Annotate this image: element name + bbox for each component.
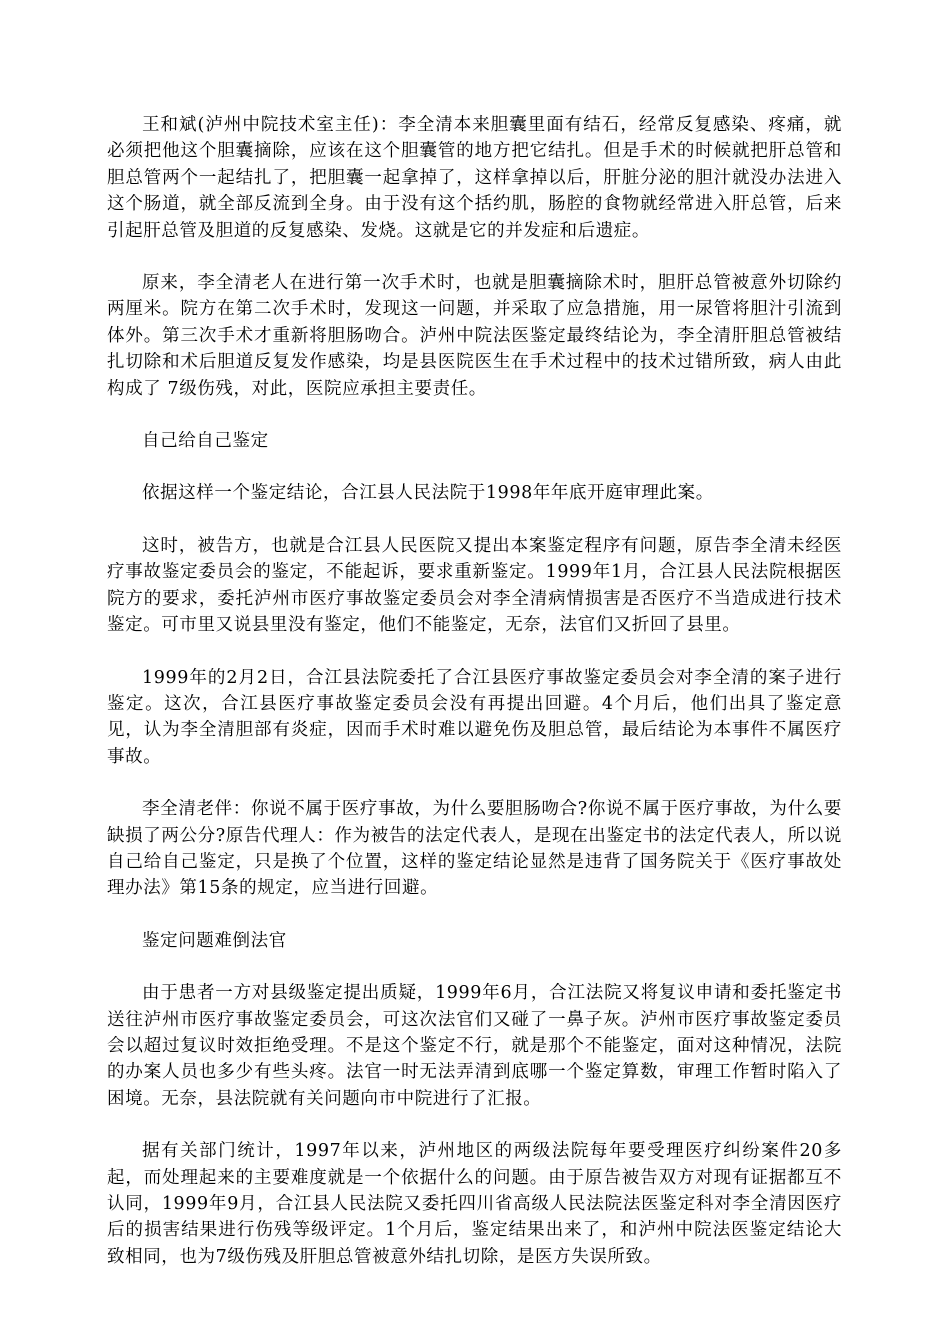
section-heading-self-appraisal: 自己给自己鉴定 <box>142 431 269 452</box>
paragraph-review-rejected: 由于患者一方对县级鉴定提出质疑，1999年6月，合江法院又将复议申请和委托鉴定书送往泸州市医疗事故鉴定委员会，可这次法官们又碰了一鼻子灰。泸州市医疗事故鉴定委员会以超过复议时效拒绝受理。不是这个鉴定不行，就是那个不能鉴定，面对这种情况，法院的办案人员也多少有些头疼。法官一时无法弄清到底哪一个鉴定算数，审理工作暂时陷入了困境。无奈，县法院就有关问题向市中院进行了汇报。 <box>107 983 842 1109</box>
paragraph-statistics-and-result: 据有关部门统计，1997年以来，泸州地区的两级法院每年要受理医疗纠纷案件20多起，而处理起来的主要难度就是一个依据什么的问题。由于原告被告双方对现有证据都互不认同，1999年9月，合江县人民法院又委托四川省高级人民法院法医鉴定科对李全清因医疗后的损害结果进行伤残等级评定。1个月后，鉴定结果出来了，和泸州中院法医鉴定结论大致相同，也为7级伤残及肝胆总管被意外结扎切除，是医方失误所致。 <box>107 1141 842 1267</box>
paragraph-county-appraisal: 1999年的2月2日，合江县法院委托了合江县医疗事故鉴定委员会对李全清的案子进行鉴定。这次，合江县医疗事故鉴定委员会没有再提出回避。4个月后，他们出具了鉴定意见，认为李全清胆部有炎症，因而手术时难以避免伤及胆总管，最后结论为本事件不属医疗事故。 <box>107 667 842 767</box>
paragraph-spouse-and-attorney: 李全清老伴：你说不属于医疗事故，为什么要胆肠吻合?你说不属于医疗事故，为什么要缺损了两公分?原告代理人：作为被告的法定代表人，是现在出鉴定书的法定代表人，所以说自己给自己鉴定，只是换了个位置，这样的鉴定结论显然是违背了国务院关于《医疗事故处理办法》第15条的规定，应当进行回避。 <box>107 799 842 899</box>
document-page <box>107 112 842 1296</box>
paragraph-defendant-objection: 这时，被告方，也就是合江县人民医院又提出本案鉴定程序有问题，原告李全清未经医疗事故鉴定委员会的鉴定，不能起诉，要求重新鉴定。1999年1月，合江县人民法院根据医院方的要求，委托泸州市医疗事故鉴定委员会对李全清病情损害是否医疗不当造成进行技术鉴定。可市里又说县里没有鉴定，他们不能鉴定，无奈，法官们又折回了县里。 <box>107 535 842 636</box>
paragraph-wang-hebin-quote: 王和斌(泸州中院技术室主任)：李全清本来胆囊里面有结石，经常反复感染、疼痛，就必须把他这个胆囊摘除，应该在这个胆囊管的地方把它结扎。但是手术的时候就把肝总管和胆总管两个一起结扎了，把胆囊一起拿掉了，这样拿掉以后，肝脏分泌的胆汁就没办法进入这个肠道，就全部反流到全身。由于没有这个括约肌，肠腔的食物就经常进入肝总管，后来引起肝总管及胆道的反复感染、发烧。这就是它的并发症和后遗症。 <box>107 115 842 241</box>
section-heading-judges-troubled: 鉴定问题难倒法官 <box>142 930 287 951</box>
paragraph-trial-1998: 依据这样一个鉴定结论，合江县人民法院于1998年年底开庭审理此案。 <box>142 483 714 504</box>
paragraph-first-surgery: 原来，李全清老人在进行第一次手术时，也就是胆囊摘除术时，胆肝总管被意外切除约两厘米。院方在第二次手术时，发现这一问题，并采取了应急措施，用一尿管将胆汁引流到体外。第三次手术才重新将胆肠吻合。泸州中院法医鉴定最终结论为，李全清肝胆总管被结扎切除和术后胆道反复发作感染，均是县医院医生在手术过程中的技术过错所致，病人由此构成了 7级伤残，对此，医院应承担主要责任。 <box>107 273 842 399</box>
